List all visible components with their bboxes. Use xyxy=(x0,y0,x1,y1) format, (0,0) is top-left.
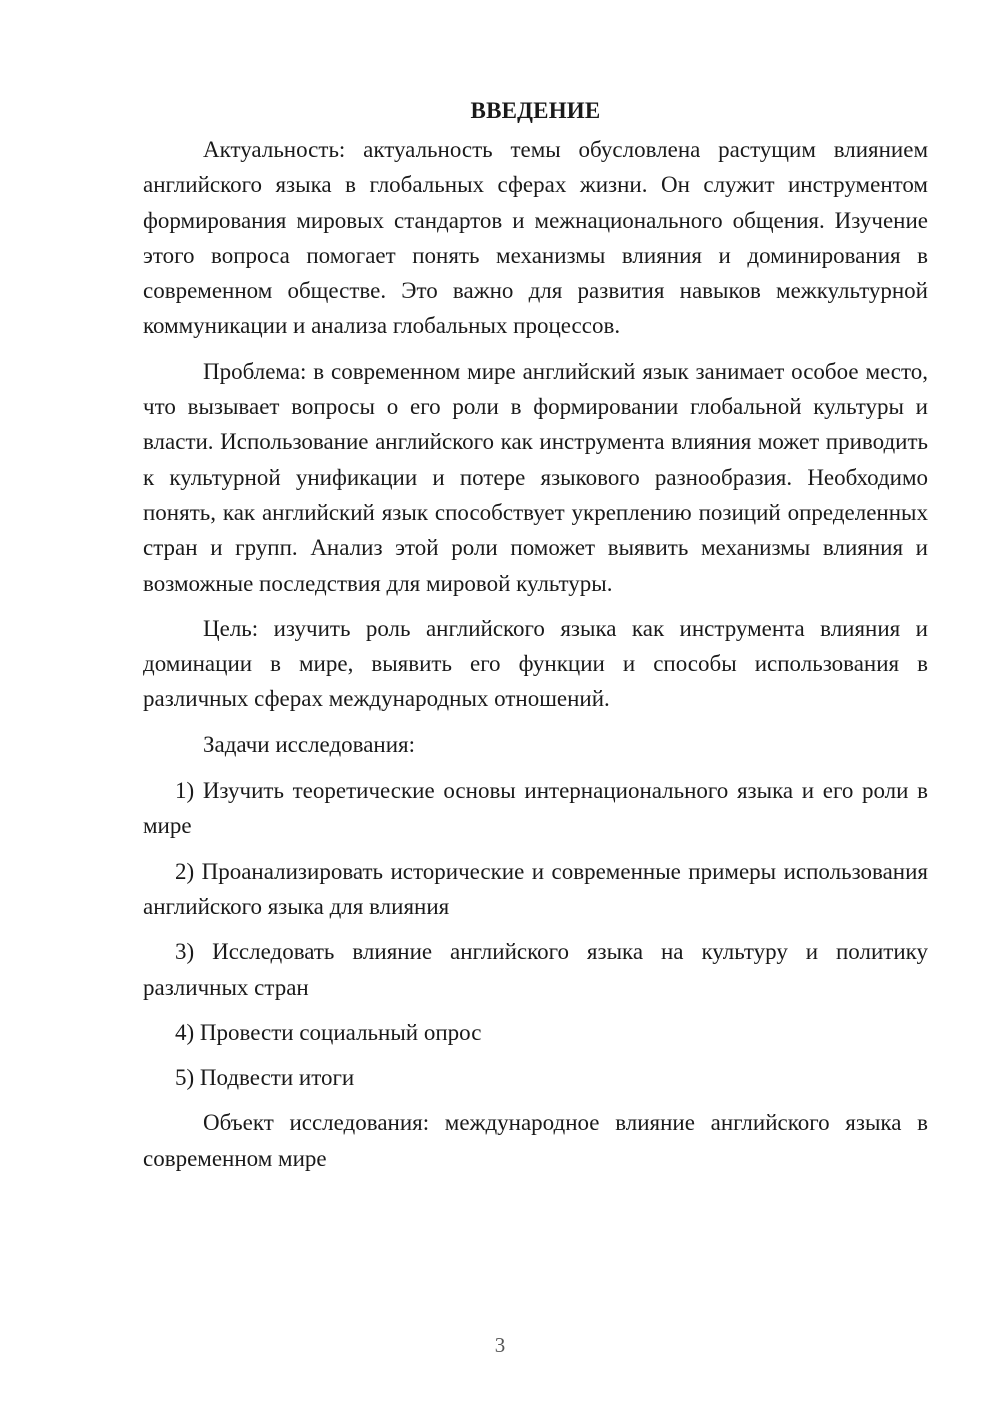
task-item-1: 1) Изучить теоретические основы интернационального языка и его роли в мире xyxy=(143,778,928,839)
task-item-5: 5) Подвести итоги xyxy=(175,1065,355,1091)
tasks-heading: Задачи исследования: xyxy=(203,731,416,757)
object-paragraph: Объект исследования: международное влияние английского языка в современном мире xyxy=(143,1110,928,1171)
task-item-3: 3) Исследовать влияние английского языка на культуру и политику различных стран xyxy=(143,939,928,1000)
goal-paragraph: Цель: изучить роль английского языка как инструмента влияния и доминации в мире, выявить его функции и способы использования в различных сферах международных отношений. xyxy=(143,615,928,712)
tasks-list xyxy=(143,773,928,1095)
task-item-2: 2) Проанализировать исторические и современные примеры использования английского языка для влияния xyxy=(143,858,928,919)
page-number: 3 xyxy=(494,1333,506,1357)
task-item-4: 4) Провести социальный опрос xyxy=(175,1019,482,1045)
document-page xyxy=(143,93,928,1186)
relevance-paragraph: Актуальность: актуальность темы обусловлена растущим влиянием английского языка в глобальных сферах жизни. Он служит инструментом формирования мировых стандартов и межнационального общения. Изучение этого вопроса помогает понять механизмы влияния и доминирования в современном обществе. Это важно для развития навыков межкультурной коммуникации и анализа глобальных процессов. xyxy=(143,137,928,339)
problem-paragraph: Проблема: в современном мире английский язык занимает особое место, что вызывает вопросы о его роли в формировании глобальной культуры и власти. Использование английского как инструмента влияния может приводить к культурной унификации и потере языкового разнообразия. Необходимо понять, как английский язык способствует укреплению позиций определенных стран и групп. Анализ этой роли поможет выявить механизмы влияния и возможные последствия для мировой культуры. xyxy=(143,358,928,596)
section-heading: ВВЕДЕНИЕ xyxy=(470,98,601,123)
